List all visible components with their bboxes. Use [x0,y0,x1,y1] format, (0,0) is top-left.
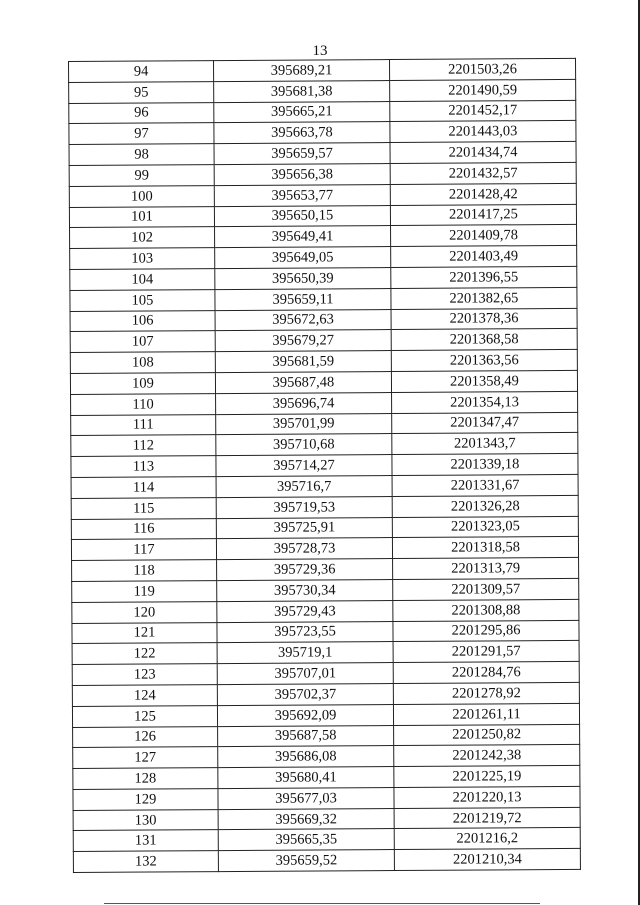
y-coordinate-cell: 2201343,7 [392,433,578,455]
coordinates-table [68,58,581,873]
x-coordinate-cell: 395692,09 [217,704,393,726]
point-number-cell: 97 [69,123,214,145]
point-number-cell: 102 [70,227,215,249]
point-number-cell: 131 [73,830,218,852]
x-coordinate-cell: 395723,55 [217,621,393,643]
point-number-cell: 105 [70,289,215,311]
y-coordinate-cell: 2201309,57 [393,578,579,600]
y-coordinate-cell: 2201490,59 [390,79,576,101]
point-number-cell: 96 [69,102,214,124]
x-coordinate-cell: 395649,41 [215,226,391,248]
y-coordinate-cell: 2201326,28 [392,495,578,517]
y-coordinate-cell: 2201432,57 [390,162,576,184]
y-coordinate-cell: 2201396,55 [391,266,577,288]
point-number-cell: 130 [73,809,218,831]
y-coordinate-cell: 2201313,79 [393,558,579,580]
point-number-cell: 117 [71,539,216,561]
point-number-cell: 115 [71,497,216,519]
x-coordinate-cell: 395719,1 [217,642,393,664]
point-number-cell: 101 [69,206,214,228]
x-coordinate-cell: 395680,41 [218,767,394,789]
bottom-rule [104,903,540,904]
point-number-cell: 122 [72,643,217,665]
y-coordinate-cell: 2201452,17 [390,100,576,122]
point-number-cell: 118 [72,560,217,582]
y-coordinate-cell: 2201219,72 [394,807,580,829]
point-number-cell: 94 [69,61,214,83]
y-coordinate-cell: 2201295,86 [393,620,579,642]
y-coordinate-cell: 2201382,65 [391,287,577,309]
table-row [73,849,580,873]
y-coordinate-cell: 2201378,36 [391,308,577,330]
x-coordinate-cell: 395665,35 [218,829,394,851]
point-number-cell: 126 [73,726,218,748]
point-number-cell: 123 [72,664,217,686]
y-coordinate-cell: 2201308,88 [393,599,579,621]
y-coordinate-cell: 2201354,13 [392,391,578,413]
point-number-cell: 121 [72,622,217,644]
point-number-cell: 95 [69,81,214,103]
y-coordinate-cell: 2201210,34 [394,849,580,871]
y-coordinate-cell: 2201443,03 [390,121,576,143]
y-coordinate-cell: 2201323,05 [392,516,578,538]
x-coordinate-cell: 395681,38 [214,80,390,102]
x-coordinate-cell: 395672,63 [215,309,391,331]
y-coordinate-cell: 2201434,74 [390,142,576,164]
y-coordinate-cell: 2201278,92 [393,682,579,704]
x-coordinate-cell: 395725,91 [216,517,392,539]
point-number-cell: 108 [70,352,215,374]
x-coordinate-cell: 395730,34 [217,579,393,601]
x-coordinate-cell: 395687,58 [218,725,394,747]
point-number-cell: 132 [73,851,218,873]
x-coordinate-cell: 395729,43 [217,600,393,622]
x-coordinate-cell: 395681,59 [215,351,391,373]
point-number-cell: 107 [70,331,215,353]
x-coordinate-cell: 395728,73 [216,538,392,560]
y-coordinate-cell: 2201284,76 [393,661,579,683]
y-coordinate-cell: 2201331,67 [392,474,578,496]
point-number-cell: 116 [71,518,216,540]
y-coordinate-cell: 2201417,25 [390,204,576,226]
point-number-cell: 128 [73,768,218,790]
x-coordinate-cell: 395714,27 [216,455,392,477]
x-coordinate-cell: 395701,99 [216,413,392,435]
point-number-cell: 125 [72,705,217,727]
y-coordinate-cell: 2201347,47 [392,412,578,434]
x-coordinate-cell: 395689,21 [214,60,390,82]
y-coordinate-cell: 2201261,11 [393,703,579,725]
y-coordinate-cell: 2201368,58 [391,329,577,351]
y-coordinate-cell: 2201409,78 [391,225,577,247]
point-number-cell: 127 [73,747,218,769]
y-coordinate-cell: 2201225,19 [394,765,580,787]
y-coordinate-cell: 2201339,18 [392,454,578,476]
x-coordinate-cell: 395663,78 [214,122,390,144]
point-number-cell: 106 [70,310,215,332]
x-coordinate-cell: 395649,05 [215,247,391,269]
point-number-cell: 103 [70,248,215,270]
y-coordinate-cell: 2201428,42 [390,183,576,205]
x-coordinate-cell: 395650,15 [214,205,390,227]
x-coordinate-cell: 395669,32 [218,808,394,830]
point-number-cell: 111 [71,414,216,436]
point-number-cell: 110 [71,393,216,415]
y-coordinate-cell: 2201250,82 [394,724,580,746]
x-coordinate-cell: 395716,7 [216,475,392,497]
point-number-cell: 109 [70,373,215,395]
x-coordinate-cell: 395650,39 [215,268,391,290]
y-coordinate-cell: 2201403,49 [391,246,577,268]
page-number: 13 [312,43,328,59]
point-number-cell: 129 [73,788,218,810]
y-coordinate-cell: 2201363,56 [391,350,577,372]
x-coordinate-cell: 395665,21 [214,101,390,123]
x-coordinate-cell: 395719,53 [216,496,392,518]
y-coordinate-cell: 2201358,49 [391,370,577,392]
x-coordinate-cell: 395696,74 [216,392,392,414]
point-number-cell: 124 [72,685,217,707]
x-coordinate-cell: 395710,68 [216,434,392,456]
x-coordinate-cell: 395707,01 [217,663,393,685]
y-coordinate-cell: 2201216,2 [394,828,580,850]
x-coordinate-cell: 395677,03 [218,787,394,809]
x-coordinate-cell: 395679,27 [215,330,391,352]
x-coordinate-cell: 395686,08 [218,746,394,768]
x-coordinate-cell: 395659,57 [214,143,390,165]
point-number-cell: 112 [71,435,216,457]
x-coordinate-cell: 395659,11 [215,288,391,310]
point-number-cell: 119 [72,581,217,603]
y-coordinate-cell: 2201503,26 [389,58,575,80]
point-number-cell: 120 [72,601,217,623]
x-coordinate-cell: 395687,48 [215,371,391,393]
y-coordinate-cell: 2201291,57 [393,641,579,663]
y-coordinate-cell: 2201220,13 [394,786,580,808]
point-number-cell: 114 [71,477,216,499]
point-number-cell: 104 [70,269,215,291]
x-coordinate-cell: 395656,38 [214,164,390,186]
coordinates-table-body [69,58,581,872]
x-coordinate-cell: 395729,36 [217,559,393,581]
x-coordinate-cell: 395702,37 [217,683,393,705]
point-number-cell: 100 [69,185,214,207]
point-number-cell: 113 [71,456,216,478]
y-coordinate-cell: 2201242,38 [394,745,580,767]
x-coordinate-cell: 395653,77 [214,184,390,206]
x-coordinate-cell: 395659,52 [218,850,394,872]
y-coordinate-cell: 2201318,58 [392,537,578,559]
point-number-cell: 99 [69,165,214,187]
point-number-cell: 98 [69,144,214,166]
